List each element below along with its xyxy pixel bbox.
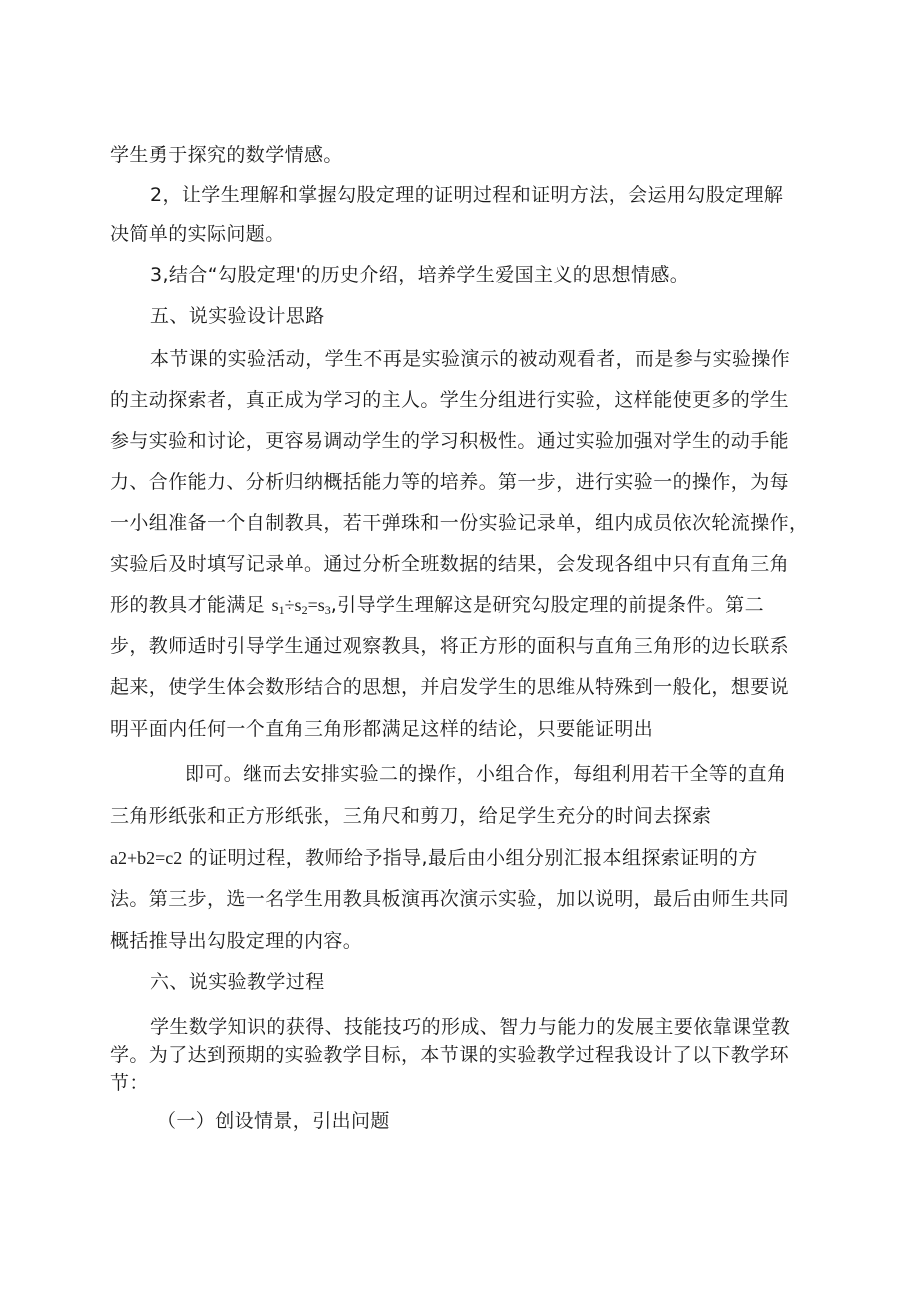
- text-line: 即可。继而去安排实验二的操作，小组合作，每组利用若干全等的直角: [185, 763, 787, 785]
- text-line: 法。第三步，选一名学生用教具板演再次演示实验，加以说明，最后由师生共同: [110, 888, 790, 910]
- text-line: 节：: [110, 1072, 149, 1094]
- text-line-with-formula: [110, 593, 764, 617]
- text-line: 三角形纸张和正方形纸张，三角尺和剪刀，给足学生充分的时间去探索: [110, 805, 712, 827]
- formula: a2+b2=c2: [110, 848, 183, 868]
- text-line: 学。为了达到预期的实验教学目标，本节课的实验教学过程我设计了以下教学环: [110, 1044, 790, 1066]
- text-line: 学生勇于探究的数学情感。: [110, 144, 343, 166]
- text-line: 步，教师适时引导学生通过观察教具，将正方形的面积与直角三角形的边长联系: [110, 635, 790, 657]
- text-line: 决简单的实际问题。: [110, 223, 285, 245]
- text-line: 学生数学知识的获得、技能技巧的形成、智力与能力的发展主要依靠课堂教: [150, 1016, 791, 1038]
- text-segment: 的证明过程，教师给予指导,最后由小组分别汇报本组探索证明的方: [182, 847, 758, 869]
- text-line: 3,结合“勾股定理'的历史介绍，培养学生爱国主义的思想情感。: [150, 264, 690, 286]
- text-line: 本节课的实验活动，学生不再是实验演示的被动观看者，而是参与实验操作: [150, 348, 791, 370]
- text-line: 的主动探索者，真正成为学习的主人。学生分组进行实验，这样能使更多的学生: [110, 389, 790, 411]
- text-line-with-formula: [110, 846, 758, 870]
- text-line: 参与实验和讨论，更容易调动学生的学习积极性。通过实验加强对学生的动手能: [110, 430, 790, 452]
- text-line: 概括推导出勾股定理的内容。: [110, 930, 363, 952]
- text-line: 一小组准备一个自制教具，若干弹珠和一份实验记录单，组内成员依次轮流操作，: [110, 512, 809, 534]
- text-line: 实验后及时填写记录单。通过分析全班数据的结果，会发现各组中只有直角三角: [110, 553, 790, 575]
- formula: $s_1\div s_2=s_3$: [271, 595, 331, 617]
- section-heading: 六、说实验教学过程: [150, 971, 325, 993]
- text-line: 起来，使学生体会数形结合的思想，并启发学生的思维从特殊到一般化，想要说: [110, 676, 790, 698]
- text-line: 2，让学生理解和掌握勾股定理的证明过程和证明方法，会运用勾股定理解: [150, 184, 784, 206]
- subsection-heading: （一）创设情景，引出问题: [157, 1110, 390, 1132]
- text-line: 明平面内任何一个直角三角形都满足这样的结论，只要能证明出: [110, 718, 654, 740]
- text-line: 力、合作能力、分析归纳概括能力等的培养。第一步，进行实验一的操作，为每: [110, 471, 790, 493]
- section-heading: 五、说实验设计思路: [150, 305, 325, 327]
- text-segment: ,引导学生理解这是研究勾股定理的前提条件。第二: [330, 594, 764, 616]
- text-segment: 形的教具才能满足: [110, 594, 272, 616]
